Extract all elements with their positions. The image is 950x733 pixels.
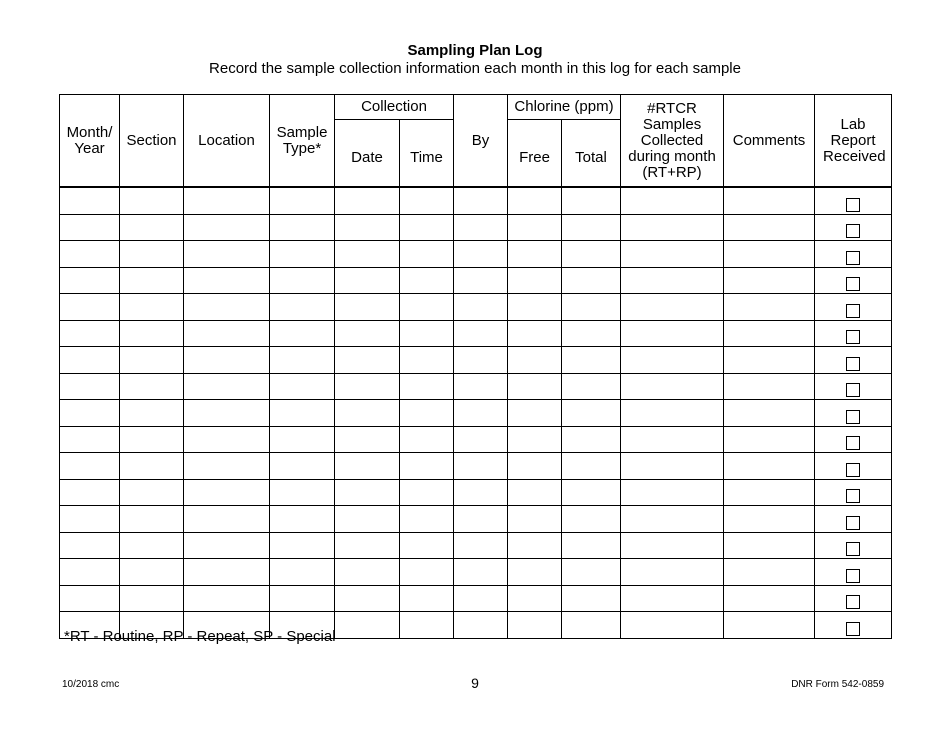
rtcr-cell[interactable] <box>621 241 724 268</box>
comments-cell[interactable] <box>724 294 815 321</box>
location-cell[interactable] <box>184 373 270 400</box>
location-cell[interactable] <box>184 426 270 453</box>
by-cell[interactable] <box>454 400 508 427</box>
comments-cell[interactable] <box>724 214 815 241</box>
section-cell[interactable] <box>120 241 184 268</box>
page-number: 9 <box>471 675 479 691</box>
rtcr-cell[interactable] <box>621 400 724 427</box>
table-row <box>60 532 892 559</box>
lab-report-checkbox[interactable] <box>846 622 860 636</box>
date-cell[interactable] <box>335 241 400 268</box>
table-row <box>60 267 892 294</box>
header-comments: Comments <box>724 95 815 188</box>
date-cell[interactable] <box>335 294 400 321</box>
date-cell[interactable] <box>335 506 400 533</box>
sample-type-footnote: *RT - Routine, RP - Repeat, SP - Special <box>64 628 336 645</box>
month-year-cell[interactable] <box>60 320 120 347</box>
comments-cell[interactable] <box>724 241 815 268</box>
free-chlorine-cell[interactable] <box>508 585 562 612</box>
sample-type-cell[interactable] <box>270 187 335 214</box>
month-year-cell[interactable] <box>60 294 120 321</box>
month-year-cell[interactable] <box>60 400 120 427</box>
time-cell[interactable] <box>400 585 454 612</box>
lab-report-cell <box>815 479 892 506</box>
time-cell[interactable] <box>400 373 454 400</box>
header-time: Time <box>400 120 454 188</box>
header-collection: Collection <box>335 95 454 120</box>
month-year-cell[interactable] <box>60 559 120 586</box>
month-year-cell[interactable] <box>60 479 120 506</box>
rtcr-cell[interactable] <box>621 187 724 214</box>
total-chlorine-cell[interactable] <box>562 347 621 374</box>
location-cell[interactable] <box>184 479 270 506</box>
time-cell[interactable] <box>400 532 454 559</box>
month-year-cell[interactable] <box>60 426 120 453</box>
time-cell[interactable] <box>400 241 454 268</box>
comments-cell[interactable] <box>724 320 815 347</box>
section-cell[interactable] <box>120 373 184 400</box>
lab-report-cell <box>815 612 892 639</box>
by-cell[interactable] <box>454 373 508 400</box>
by-cell[interactable] <box>454 241 508 268</box>
time-cell[interactable] <box>400 559 454 586</box>
by-cell[interactable] <box>454 267 508 294</box>
table-row <box>60 214 892 241</box>
date-cell[interactable] <box>335 532 400 559</box>
by-cell[interactable] <box>454 612 508 639</box>
sample-type-cell[interactable] <box>270 532 335 559</box>
location-cell[interactable] <box>184 400 270 427</box>
lab-report-cell <box>815 373 892 400</box>
comments-cell[interactable] <box>724 400 815 427</box>
rtcr-cell[interactable] <box>621 373 724 400</box>
date-cell[interactable] <box>335 320 400 347</box>
rtcr-cell[interactable] <box>621 294 724 321</box>
header-lab-report: Lab Report Received <box>815 95 892 188</box>
comments-cell[interactable] <box>724 559 815 586</box>
by-cell[interactable] <box>454 559 508 586</box>
by-cell[interactable] <box>454 214 508 241</box>
table-row <box>60 559 892 586</box>
free-chlorine-cell[interactable] <box>508 241 562 268</box>
lab-report-checkbox[interactable] <box>846 410 860 424</box>
header-date: Date <box>335 120 400 188</box>
month-year-cell[interactable] <box>60 347 120 374</box>
date-cell[interactable] <box>335 400 400 427</box>
section-cell[interactable] <box>120 479 184 506</box>
lab-report-checkbox[interactable] <box>846 569 860 583</box>
sample-type-cell[interactable] <box>270 320 335 347</box>
total-chlorine-cell[interactable] <box>562 612 621 639</box>
sample-type-cell[interactable] <box>270 585 335 612</box>
free-chlorine-cell[interactable] <box>508 347 562 374</box>
header-month-year: Month/ Year <box>60 95 120 188</box>
sample-type-cell[interactable] <box>270 453 335 480</box>
lab-report-cell <box>815 187 892 214</box>
header-location: Location <box>184 95 270 188</box>
time-cell[interactable] <box>400 612 454 639</box>
month-year-cell[interactable] <box>60 267 120 294</box>
free-chlorine-cell[interactable] <box>508 426 562 453</box>
sample-type-cell[interactable] <box>270 479 335 506</box>
comments-cell[interactable] <box>724 479 815 506</box>
location-cell[interactable] <box>184 506 270 533</box>
time-cell[interactable] <box>400 214 454 241</box>
date-cell[interactable] <box>335 373 400 400</box>
lab-report-cell <box>815 320 892 347</box>
comments-cell[interactable] <box>724 585 815 612</box>
total-chlorine-cell[interactable] <box>562 373 621 400</box>
section-cell[interactable] <box>120 294 184 321</box>
comments-cell[interactable] <box>724 267 815 294</box>
location-cell[interactable] <box>184 559 270 586</box>
comments-cell[interactable] <box>724 373 815 400</box>
section-cell[interactable] <box>120 585 184 612</box>
lab-report-checkbox[interactable] <box>846 198 860 212</box>
free-chlorine-cell[interactable] <box>508 559 562 586</box>
location-cell[interactable] <box>184 214 270 241</box>
total-chlorine-cell[interactable] <box>562 294 621 321</box>
month-year-cell[interactable] <box>60 241 120 268</box>
sample-type-cell[interactable] <box>270 214 335 241</box>
table-row <box>60 426 892 453</box>
rtcr-cell[interactable] <box>621 532 724 559</box>
section-cell[interactable] <box>120 426 184 453</box>
free-chlorine-cell[interactable] <box>508 479 562 506</box>
lab-report-cell <box>815 267 892 294</box>
date-cell[interactable] <box>335 267 400 294</box>
lab-report-checkbox[interactable] <box>846 489 860 503</box>
date-cell[interactable] <box>335 585 400 612</box>
section-cell[interactable] <box>120 506 184 533</box>
free-chlorine-cell[interactable] <box>508 400 562 427</box>
table-row <box>60 294 892 321</box>
lab-report-checkbox[interactable] <box>846 383 860 397</box>
by-cell[interactable] <box>454 453 508 480</box>
table-row <box>60 506 892 533</box>
location-cell[interactable] <box>184 241 270 268</box>
sample-type-cell[interactable] <box>270 426 335 453</box>
by-cell[interactable] <box>454 479 508 506</box>
lab-report-checkbox[interactable] <box>846 595 860 609</box>
sample-type-cell[interactable] <box>270 267 335 294</box>
section-cell[interactable] <box>120 532 184 559</box>
sample-type-cell[interactable] <box>270 294 335 321</box>
location-cell[interactable] <box>184 320 270 347</box>
location-cell[interactable] <box>184 347 270 374</box>
page-subtitle: Record the sample collection information each month in this log for each sample <box>209 60 741 77</box>
free-chlorine-cell[interactable] <box>508 320 562 347</box>
section-cell[interactable] <box>120 400 184 427</box>
date-cell[interactable] <box>335 559 400 586</box>
total-chlorine-cell[interactable] <box>562 214 621 241</box>
free-chlorine-cell[interactable] <box>508 294 562 321</box>
header-section: Section <box>120 95 184 188</box>
section-cell[interactable] <box>120 187 184 214</box>
free-chlorine-cell[interactable] <box>508 187 562 214</box>
lab-report-checkbox[interactable] <box>846 516 860 530</box>
location-cell[interactable] <box>184 294 270 321</box>
page-title: Sampling Plan Log <box>407 42 543 59</box>
header-by: By <box>454 95 508 188</box>
lab-report-cell <box>815 426 892 453</box>
time-cell[interactable] <box>400 320 454 347</box>
total-chlorine-cell[interactable] <box>562 400 621 427</box>
table-row <box>60 453 892 480</box>
time-cell[interactable] <box>400 506 454 533</box>
table-row <box>60 585 892 612</box>
total-chlorine-cell[interactable] <box>562 187 621 214</box>
free-chlorine-cell[interactable] <box>508 506 562 533</box>
by-cell[interactable] <box>454 532 508 559</box>
table-row <box>60 400 892 427</box>
table-row <box>60 479 892 506</box>
time-cell[interactable] <box>400 347 454 374</box>
section-cell[interactable] <box>120 267 184 294</box>
rtcr-cell[interactable] <box>621 347 724 374</box>
lab-report-cell <box>815 585 892 612</box>
month-year-cell[interactable] <box>60 373 120 400</box>
rtcr-cell[interactable] <box>621 506 724 533</box>
sample-type-cell[interactable] <box>270 506 335 533</box>
total-chlorine-cell[interactable] <box>562 453 621 480</box>
header-total: Total <box>562 120 621 188</box>
sample-type-cell[interactable] <box>270 373 335 400</box>
date-cell[interactable] <box>335 347 400 374</box>
rtcr-cell[interactable] <box>621 559 724 586</box>
comments-cell[interactable] <box>724 612 815 639</box>
location-cell[interactable] <box>184 267 270 294</box>
table-row <box>60 187 892 214</box>
lab-report-checkbox[interactable] <box>846 542 860 556</box>
by-cell[interactable] <box>454 506 508 533</box>
comments-cell[interactable] <box>724 506 815 533</box>
lab-report-cell <box>815 347 892 374</box>
location-cell[interactable] <box>184 187 270 214</box>
rtcr-cell[interactable] <box>621 426 724 453</box>
free-chlorine-cell[interactable] <box>508 373 562 400</box>
time-cell[interactable] <box>400 267 454 294</box>
date-cell[interactable] <box>335 187 400 214</box>
location-cell[interactable] <box>184 532 270 559</box>
date-cell[interactable] <box>335 453 400 480</box>
lab-report-cell <box>815 453 892 480</box>
header-free: Free <box>508 120 562 188</box>
section-cell[interactable] <box>120 320 184 347</box>
footer-revision: 10/2018 cmc <box>62 679 120 690</box>
lab-report-cell <box>815 532 892 559</box>
by-cell[interactable] <box>454 585 508 612</box>
comments-cell[interactable] <box>724 187 815 214</box>
total-chlorine-cell[interactable] <box>562 267 621 294</box>
by-cell[interactable] <box>454 347 508 374</box>
lab-report-checkbox[interactable] <box>846 304 860 318</box>
total-chlorine-cell[interactable] <box>562 506 621 533</box>
rtcr-cell[interactable] <box>621 585 724 612</box>
header-rtcr-samples: #RTCR Samples Collected during month (RT+RP) <box>621 95 724 188</box>
date-cell[interactable] <box>335 612 400 639</box>
free-chlorine-cell[interactable] <box>508 267 562 294</box>
lab-report-cell <box>815 294 892 321</box>
by-cell[interactable] <box>454 426 508 453</box>
sampling-log-table <box>59 94 892 639</box>
table-row <box>60 241 892 268</box>
section-cell[interactable] <box>120 559 184 586</box>
location-cell[interactable] <box>184 453 270 480</box>
lab-report-checkbox[interactable] <box>846 224 860 238</box>
rtcr-cell[interactable] <box>621 612 724 639</box>
sample-type-cell[interactable] <box>270 559 335 586</box>
section-cell[interactable] <box>120 453 184 480</box>
month-year-cell[interactable] <box>60 214 120 241</box>
rtcr-cell[interactable] <box>621 453 724 480</box>
time-cell[interactable] <box>400 479 454 506</box>
time-cell[interactable] <box>400 453 454 480</box>
month-year-cell[interactable] <box>60 187 120 214</box>
date-cell[interactable] <box>335 214 400 241</box>
lab-report-checkbox[interactable] <box>846 277 860 291</box>
by-cell[interactable] <box>454 320 508 347</box>
comments-cell[interactable] <box>724 532 815 559</box>
location-cell[interactable] <box>184 585 270 612</box>
sample-type-cell[interactable] <box>270 347 335 374</box>
lab-report-cell <box>815 214 892 241</box>
table-row <box>60 373 892 400</box>
free-chlorine-cell[interactable] <box>508 532 562 559</box>
month-year-cell[interactable] <box>60 585 120 612</box>
total-chlorine-cell[interactable] <box>562 585 621 612</box>
month-year-cell[interactable] <box>60 532 120 559</box>
date-cell[interactable] <box>335 479 400 506</box>
header-chlorine: Chlorine (ppm) <box>508 95 621 120</box>
log-rows <box>60 187 892 638</box>
rtcr-cell[interactable] <box>621 214 724 241</box>
sample-type-cell[interactable] <box>270 400 335 427</box>
lab-report-checkbox[interactable] <box>846 330 860 344</box>
time-cell[interactable] <box>400 187 454 214</box>
comments-cell[interactable] <box>724 426 815 453</box>
lab-report-cell <box>815 400 892 427</box>
time-cell[interactable] <box>400 400 454 427</box>
free-chlorine-cell[interactable] <box>508 453 562 480</box>
lab-report-cell <box>815 241 892 268</box>
lab-report-cell <box>815 506 892 533</box>
header-sample-type: Sample Type* <box>270 95 335 188</box>
lab-report-checkbox[interactable] <box>846 251 860 265</box>
lab-report-checkbox[interactable] <box>846 357 860 371</box>
rtcr-cell[interactable] <box>621 320 724 347</box>
sample-type-cell[interactable] <box>270 241 335 268</box>
date-cell[interactable] <box>335 426 400 453</box>
form-number: DNR Form 542-0859 <box>791 679 884 690</box>
total-chlorine-cell[interactable] <box>562 426 621 453</box>
time-cell[interactable] <box>400 426 454 453</box>
section-cell[interactable] <box>120 347 184 374</box>
free-chlorine-cell[interactable] <box>508 612 562 639</box>
by-cell[interactable] <box>454 294 508 321</box>
table-row <box>60 347 892 374</box>
total-chlorine-cell[interactable] <box>562 241 621 268</box>
comments-cell[interactable] <box>724 453 815 480</box>
lab-report-checkbox[interactable] <box>846 436 860 450</box>
month-year-cell[interactable] <box>60 506 120 533</box>
total-chlorine-cell[interactable] <box>562 532 621 559</box>
rtcr-cell[interactable] <box>621 267 724 294</box>
time-cell[interactable] <box>400 294 454 321</box>
table-row <box>60 320 892 347</box>
rtcr-cell[interactable] <box>621 479 724 506</box>
lab-report-checkbox[interactable] <box>846 463 860 477</box>
comments-cell[interactable] <box>724 347 815 374</box>
total-chlorine-cell[interactable] <box>562 559 621 586</box>
lab-report-cell <box>815 559 892 586</box>
by-cell[interactable] <box>454 187 508 214</box>
month-year-cell[interactable] <box>60 453 120 480</box>
total-chlorine-cell[interactable] <box>562 479 621 506</box>
free-chlorine-cell[interactable] <box>508 214 562 241</box>
section-cell[interactable] <box>120 214 184 241</box>
total-chlorine-cell[interactable] <box>562 320 621 347</box>
